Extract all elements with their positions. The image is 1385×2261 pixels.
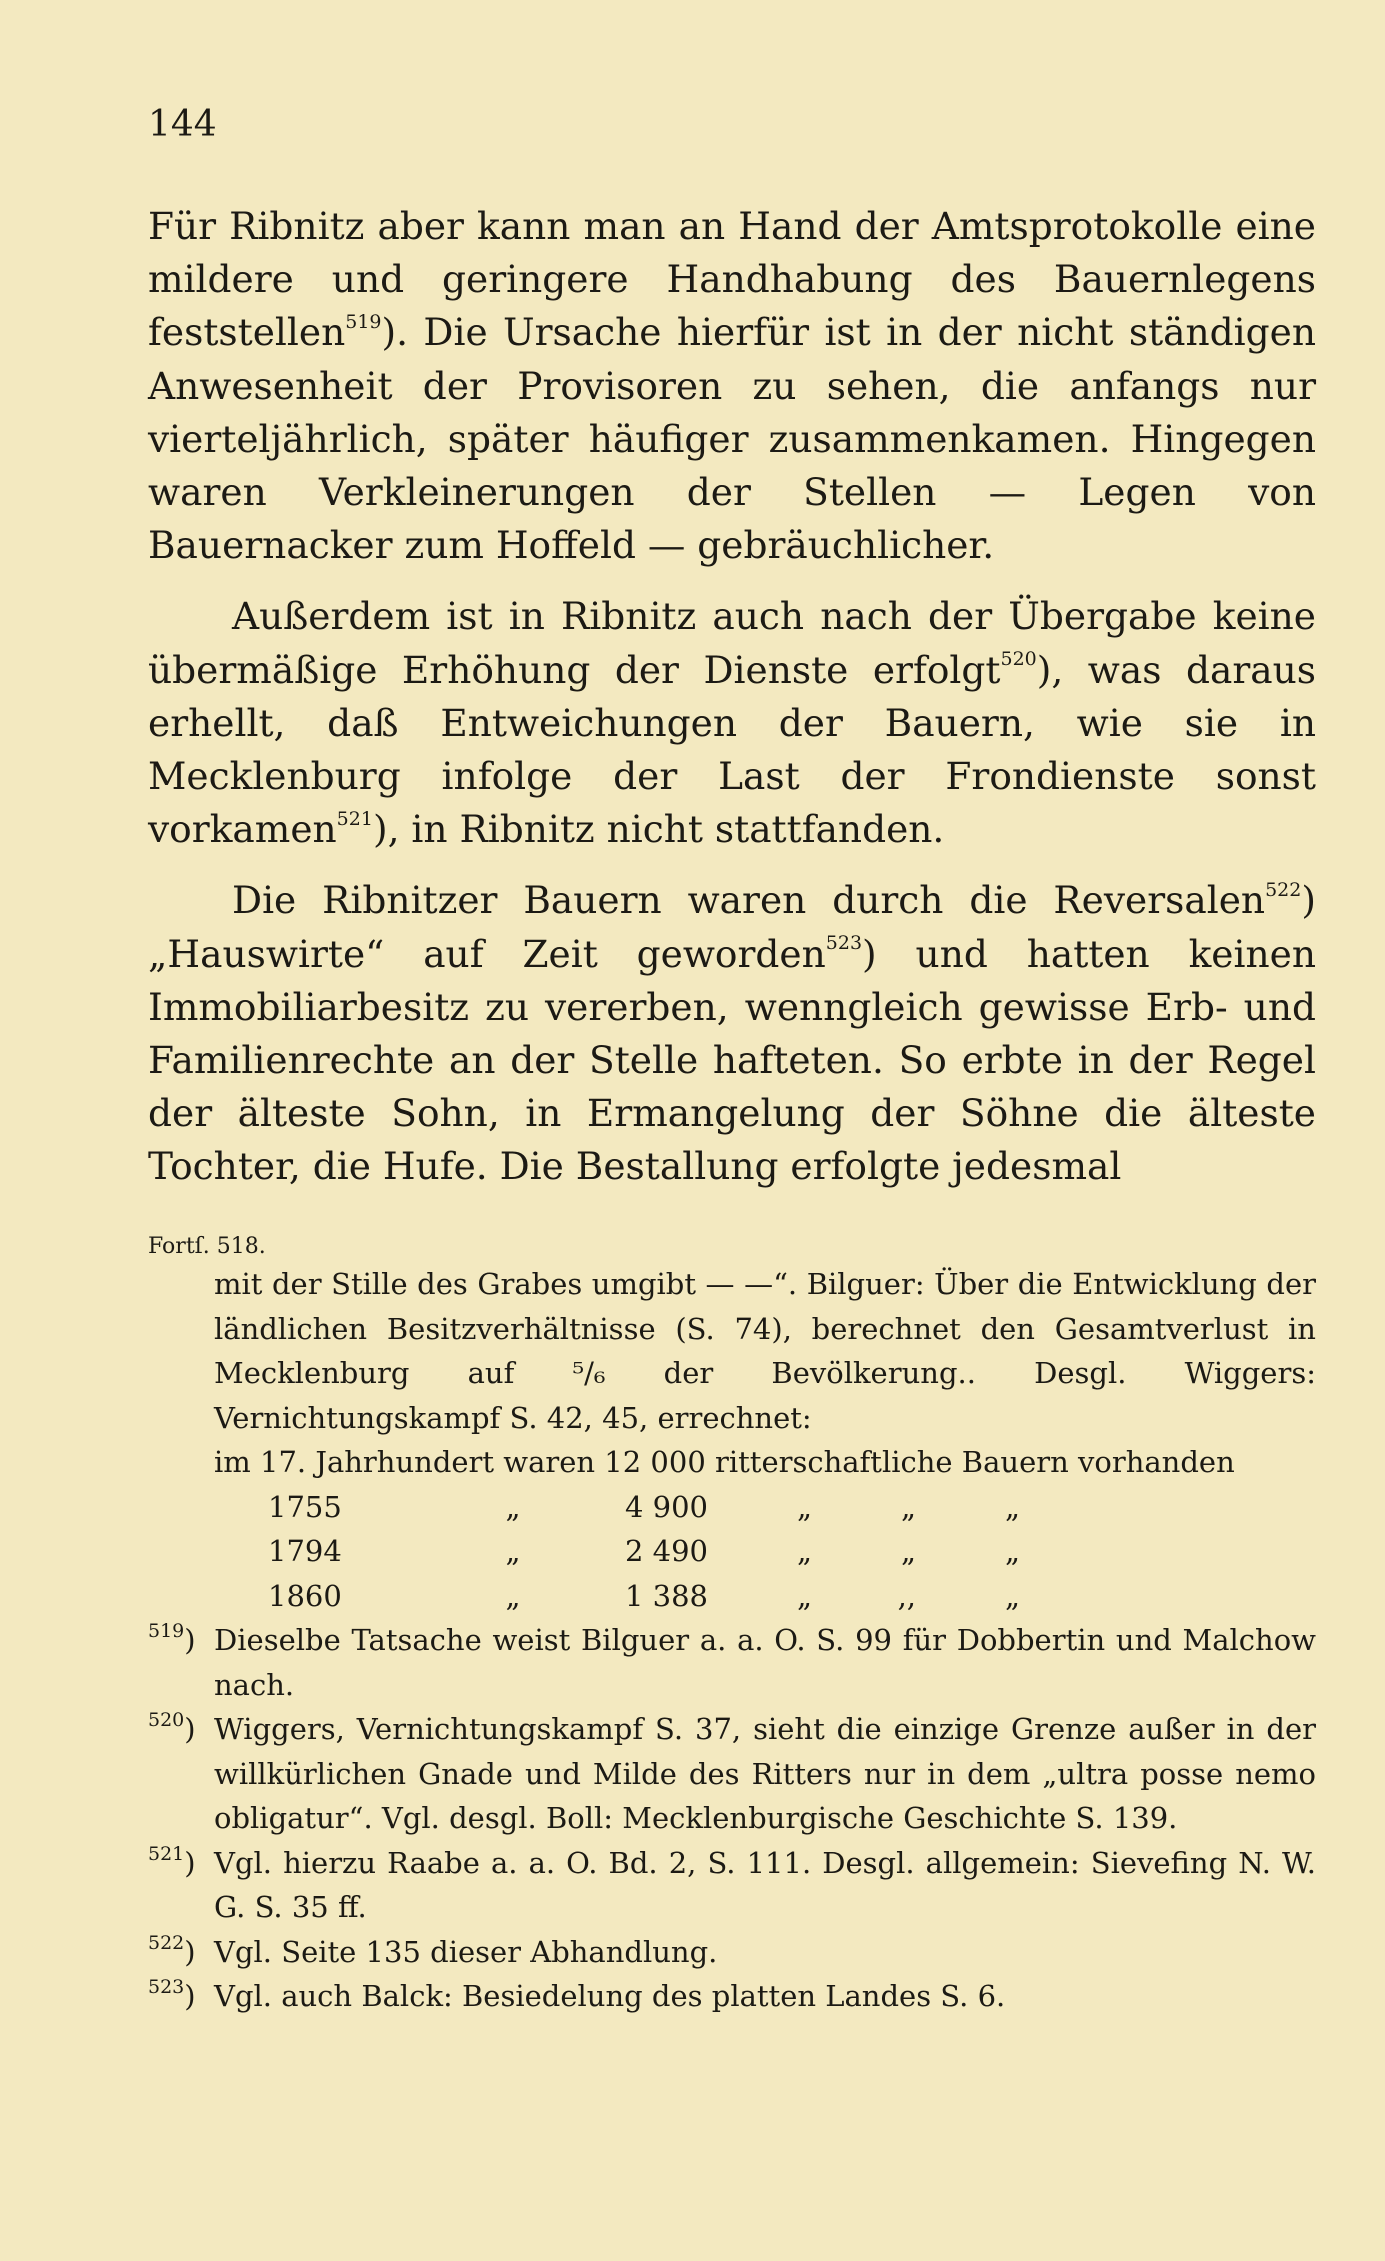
text-run: Außerdem ist in Ribnitz auch nach der Übergabe keine übermäßige Erhöhung der Dienste erfolgt	[148, 594, 1316, 692]
ditto-mark: „	[1004, 1578, 1020, 1613]
footnote-continuation-text: im 17. Jahrhundert waren 12 000 ritterschaftliche Bauern vorhanden	[214, 1445, 1235, 1479]
footnote-520	[148, 1707, 1316, 1841]
text-run: ). Die Ursache hierfür ist in der nicht ständigen Anwesenheit der Provisoren zu sehen, die anfangs nur vierteljährlich, später häufiger zusammenkamen. Hingegen waren Verkleinerungen der Stellen — Legen von Bauernacker zum Hoffeld — gebräuchlicher.	[148, 310, 1316, 568]
stat-row	[148, 1529, 1316, 1574]
ditto-mark: „	[900, 1489, 916, 1524]
footnote-number: 521	[148, 1842, 185, 1865]
footnote-marker: $^{523}$)	[148, 1976, 196, 2013]
footnote-522	[148, 1930, 1316, 1975]
text-run: Die Ribnitzer Bauern waren durch die Reversalen	[232, 878, 1266, 923]
paragraph-2	[148, 590, 1316, 856]
footnote-ref-522: 522	[1265, 878, 1302, 901]
footnote-ref-523: 523	[825, 932, 863, 955]
footnote-marker: $^{521}$)	[148, 1842, 196, 1880]
footnote-number: 520	[148, 1709, 185, 1732]
footnote-number: 522	[148, 1931, 185, 1954]
ditto-mark: „	[900, 1534, 916, 1568]
page-number: 144	[148, 104, 217, 145]
stat-row	[148, 1485, 1316, 1530]
text-run: ), in Ribnitz nicht stattfanden.	[372, 807, 945, 852]
footnote-523	[148, 1974, 1316, 2019]
text-run: ), was daraus erhellt, daß Entweichungen der Bauern, wie sie in Mecklenburg infolge der Last der Frondienste sonst vorkamen	[148, 647, 1317, 852]
stat-value: 4 900	[624, 1489, 708, 1524]
ditto-mark: „	[1004, 1489, 1020, 1524]
ditto-mark: „	[505, 1489, 521, 1524]
main-text	[148, 200, 1316, 1194]
footnote-number: 523	[148, 1976, 185, 1999]
footnotes	[148, 1232, 1316, 2019]
footnote-continuation-label: Fortſ. 518.	[148, 1234, 266, 1259]
stat-value: 1 388	[624, 1578, 708, 1613]
text-run: ) und hatten keinen Immobiliarbesitz zu vererben, wenngleich gewisse Erb- und Familienrechte an der Stelle hafteten. So erbte in der Regel der älteste Sohn, in Ermangelung der Söhne die älteste Tochter, die Hufe. Die Bestallung erfolgte jedesmal	[148, 931, 1316, 1189]
footnote-ref-521: 521	[336, 807, 373, 830]
ditto-mark: ,,	[897, 1578, 916, 1613]
footnote-text: Vgl. hierzu Raabe a. a. O. Bd. 2, S. 111. Desgl. allgemein: Sievefing N. W. G. S. 35 ff.	[214, 1845, 1316, 1924]
footnote-text: Wiggers, Vernichtungskampf S. 37, sieht die einzige Grenze außer in der willkürlichen Gnade und Milde des Ritters nur in dem „ultra posse nemo obligatur“. Vgl. desgl. Boll: Mecklenburgische Geschichte S. 139.	[214, 1712, 1316, 1835]
footnote-marker: $^{522}$)	[148, 1931, 196, 1969]
ditto-mark: „	[796, 1534, 812, 1568]
stat-year: 1794	[268, 1534, 342, 1568]
text-run: ) „Hauswirte“ auf Zeit geworden	[148, 878, 1316, 976]
footnote-marker: $^{520}$)	[148, 1709, 196, 1746]
footnote-text: Vgl. Seite 135 dieser Abhandlung.	[214, 1934, 718, 1969]
footnote-number: 519	[148, 1620, 185, 1643]
ditto-mark: „	[796, 1578, 812, 1613]
ditto-mark: „	[1004, 1534, 1020, 1568]
paragraph-1	[148, 200, 1316, 572]
paragraph-3	[148, 874, 1316, 1193]
stat-value: 2 490	[624, 1534, 708, 1568]
footnote-ref-520: 520	[1000, 648, 1037, 671]
footnote-text: Vgl. auch Balck: Besiedelung des platten Landes S. 6.	[214, 1979, 1006, 2013]
footnote-continuation-text: mit der Stille des Grabes umgibt — —“. Bilguer: Über die Entwicklung der ländlichen Besitzverhältnisse (S. 74), berechnet den Gesamtverlust in Mecklenburg auf ⁵/₆ der Bevölkerung.. Desgl. Wiggers: Vernichtungskampf S. 42, 45, errechnet:	[214, 1267, 1316, 1435]
stat-year: 1755	[268, 1489, 342, 1524]
ditto-mark: „	[796, 1489, 812, 1524]
footnote-519	[148, 1618, 1316, 1707]
ditto-mark: „	[505, 1578, 521, 1613]
footnote-ref-519: 519	[345, 310, 382, 333]
text-run: Für Ribnitz aber kann man an Hand der Amtsprotokolle eine mildere und geringere Handhabung des Bauernlegens feststellen	[148, 204, 1316, 355]
ditto-mark: „	[505, 1534, 521, 1568]
footnote-marker: $^{519}$)	[148, 1620, 196, 1657]
footnote-521	[148, 1841, 1316, 1930]
stat-year: 1860	[268, 1578, 342, 1613]
stat-row	[148, 1574, 1316, 1619]
footnote-text: Dieselbe Tatsache weist Bilguer a. a. O. S. 99 für Dobbertin und Malchow nach.	[214, 1623, 1316, 1702]
